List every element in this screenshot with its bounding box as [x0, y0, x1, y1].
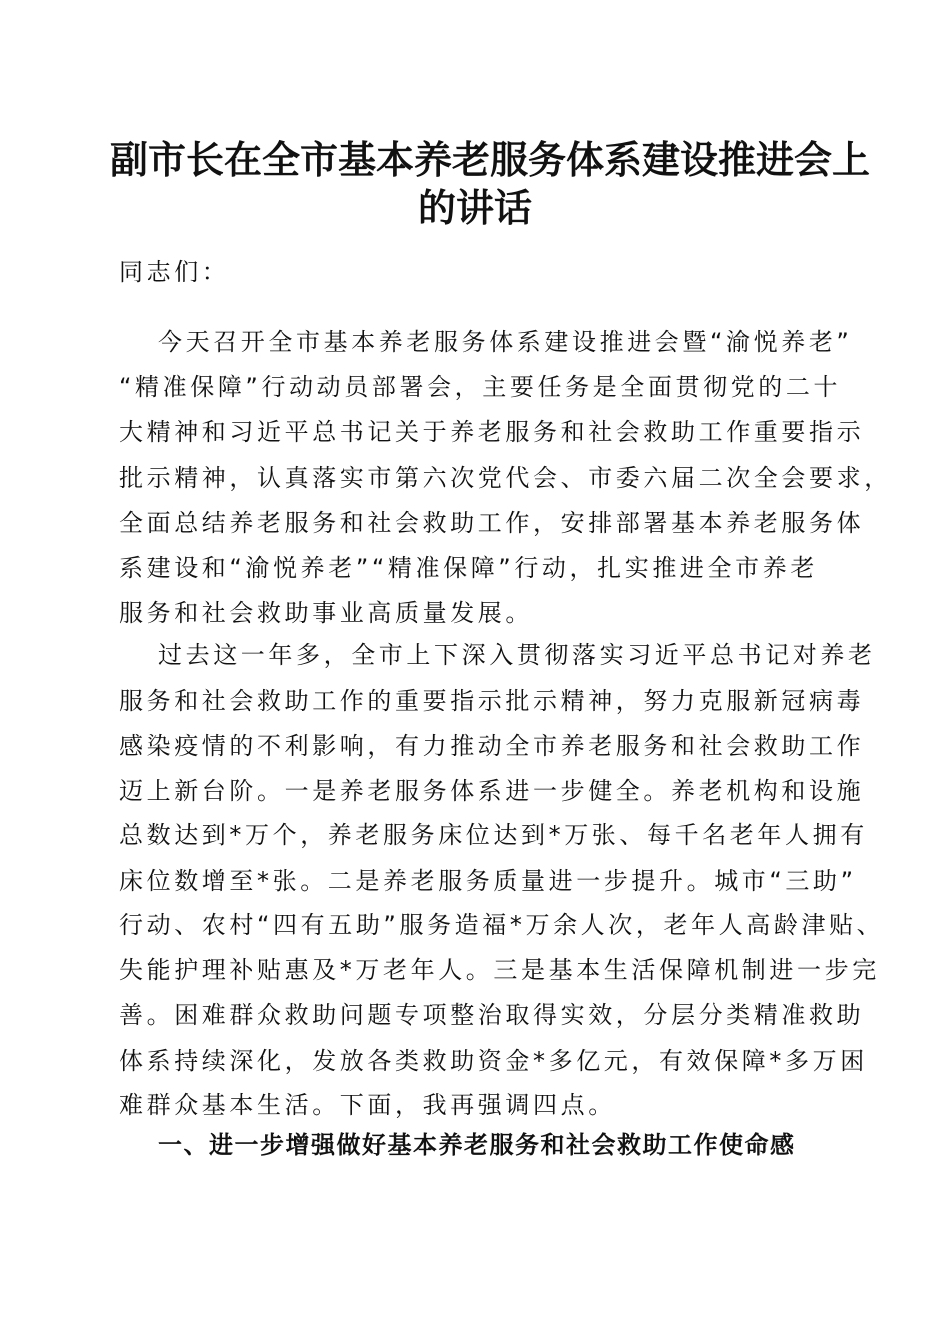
paragraph-1-line: “精准保障”行动动员部署会，主要任务是全面贯彻党的二十 [119, 373, 842, 401]
salutation: 同志们： [119, 258, 230, 286]
paragraph-2-line: 失能护理补贴惠及*万老年人。三是基本生活保障机制进一步完 [119, 956, 880, 984]
paragraph-1-line: 全面总结养老服务和社会救助工作，安排部署基本养老服务体 [119, 509, 865, 537]
paragraph-1-line: 今天召开全市基本养老服务体系建设推进会暨“渝悦养老” [158, 328, 853, 356]
paragraph-2-line: 难群众基本生活。下面，我再强调四点。 [119, 1091, 616, 1119]
paragraph-2-line: 感染疫情的不利影响，有力推动全市养老服务和社会救助工作 [119, 732, 865, 760]
paragraph-1-line: 大精神和习近平总书记关于养老服务和社会救助工作重要指示 [119, 418, 865, 446]
paragraph-2-line: 体系持续深化，发放各类救助资金*多亿元，有效保障*多万困 [119, 1047, 868, 1075]
document-title-line-1: 副市长在全市基本养老服务体系建设推进会上 [110, 137, 871, 182]
paragraph-1-line: 批示精神，认真落实市第六次党代会、市委六届二次全会要求， [119, 464, 892, 492]
paragraph-2-line: 服务和社会救助工作的重要指示批示精神，努力克服新冠病毒 [119, 687, 865, 715]
paragraph-2-line: 行动、农村“四有五助”服务造福*万余人次，老年人高龄津贴、 [119, 911, 885, 939]
section-heading: 一、进一步增强做好基本养老服务和社会救助工作使命感 [158, 1131, 796, 1159]
document-title-line-2: 的讲话 [417, 185, 532, 230]
paragraph-1-line: 服务和社会救助事业高质量发展。 [119, 599, 533, 627]
paragraph-2-line: 总数达到*万个，养老服务床位达到*万张、每千名老年人拥有 [119, 821, 868, 849]
paragraph-2-line: 善。困难群众救助问题专项整治取得实效，分层分类精准救助 [119, 1001, 865, 1029]
paragraph-2-line: 迈上新台阶。一是养老服务体系进一步健全。养老机构和设施 [119, 777, 865, 805]
paragraph-2-line: 床位数增至*张。二是养老服务质量进一步提升。城市“三助” [119, 867, 857, 895]
paragraph-1-line: 系建设和“渝悦养老”“精准保障”行动，扎实推进全市养老 [119, 554, 818, 582]
paragraph-2-line: 过去这一年多，全市上下深入贯彻落实习近平总书记对养老 [158, 641, 876, 669]
